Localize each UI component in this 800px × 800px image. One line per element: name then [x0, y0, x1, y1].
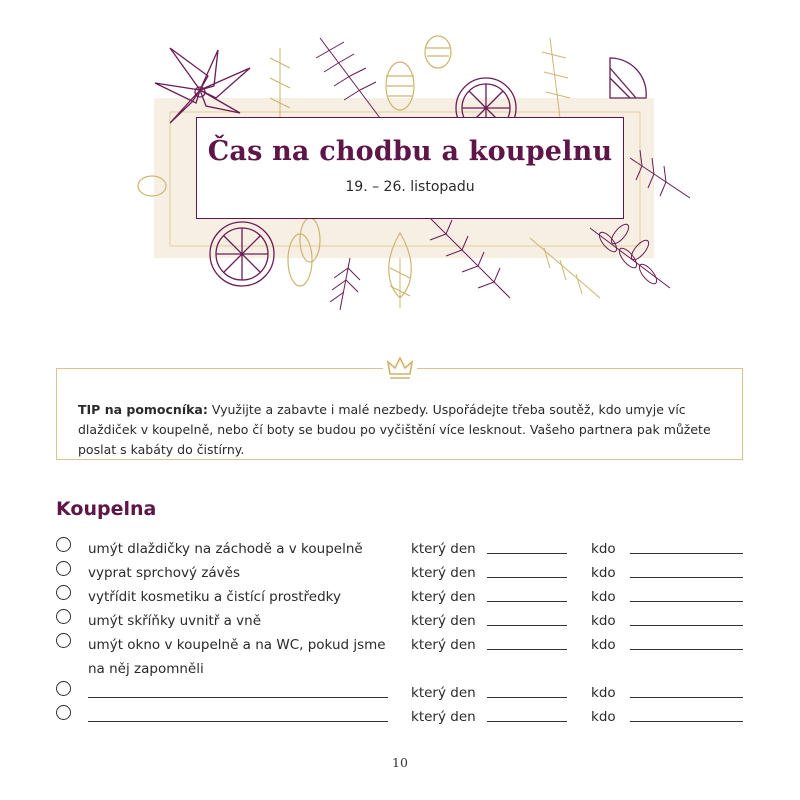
task-text: vyprat sprchový závěs: [88, 565, 241, 581]
who-label: kdo: [591, 565, 616, 581]
day-field[interactable]: [487, 601, 567, 602]
who-field[interactable]: [630, 649, 743, 650]
day-field[interactable]: [487, 721, 567, 722]
who-label: kdo: [591, 685, 616, 701]
task-text: umýt dlaždičky na záchodě a v koupelně: [88, 541, 363, 557]
day-label: který den: [411, 709, 476, 725]
task-row-blank: [0, 681, 800, 705]
who-label: kdo: [591, 541, 616, 557]
who-field[interactable]: [630, 553, 743, 554]
task-text: umýt skříňky uvnitř a vně: [88, 613, 262, 629]
task-row: [0, 633, 800, 657]
day-label: který den: [411, 613, 476, 629]
day-label: který den: [411, 637, 476, 653]
title-card: [196, 117, 624, 219]
task-row: [0, 537, 800, 561]
page-title: Čas na chodbu a koupelnu: [207, 136, 613, 167]
who-field[interactable]: [630, 577, 743, 578]
who-label: kdo: [591, 637, 616, 653]
section-title: Koupelna: [56, 498, 157, 520]
who-field[interactable]: [630, 625, 743, 626]
task-checkbox[interactable]: [56, 609, 71, 624]
page-number: 10: [392, 755, 408, 770]
day-label: který den: [411, 685, 476, 701]
who-label: kdo: [591, 589, 616, 605]
day-field[interactable]: [487, 625, 567, 626]
day-label: který den: [411, 589, 476, 605]
task-text: vytřídit kosmetiku a čistící prostředky: [88, 589, 341, 605]
task-text-continuation: na něj zapomněli: [88, 661, 204, 677]
task-checkbox[interactable]: [56, 633, 71, 648]
task-checkbox[interactable]: [56, 705, 71, 720]
task-checkbox[interactable]: [56, 561, 71, 576]
task-blank-field[interactable]: [88, 697, 388, 698]
task-row: [0, 561, 800, 585]
day-label: který den: [411, 541, 476, 557]
who-label: kdo: [591, 709, 616, 725]
tip-body: Využijte a zabavte i malé nezbedy. Uspořádejte třeba soutěž, kdo umyje víc dlaždiček v koupelně, nebo čí boty se budou po vyčištění více lesknout. Vašeho partnera pak můžete poslat s kabáty do čistírny.: [78, 402, 711, 457]
task-checkbox[interactable]: [56, 681, 71, 696]
who-field[interactable]: [630, 721, 743, 722]
day-field[interactable]: [487, 553, 567, 554]
tip-label: TIP na pomocníka:: [78, 402, 208, 417]
task-row-blank: [0, 705, 800, 729]
task-row-continuation: [0, 657, 800, 681]
task-checkbox[interactable]: [56, 585, 71, 600]
day-label: který den: [411, 565, 476, 581]
crown-icon: [383, 350, 417, 384]
task-checkbox[interactable]: [56, 537, 71, 552]
who-field[interactable]: [630, 697, 743, 698]
task-row: [0, 609, 800, 633]
task-blank-field[interactable]: [88, 721, 388, 722]
task-row: [0, 585, 800, 609]
day-field[interactable]: [487, 697, 567, 698]
tip-text: [78, 400, 738, 460]
date-range: 19. – 26. listopadu: [345, 179, 475, 195]
day-field[interactable]: [487, 577, 567, 578]
who-field[interactable]: [630, 601, 743, 602]
day-field[interactable]: [487, 649, 567, 650]
who-label: kdo: [591, 613, 616, 629]
task-text: umýt okno v koupelně a na WC, pokud jsme: [88, 637, 386, 653]
